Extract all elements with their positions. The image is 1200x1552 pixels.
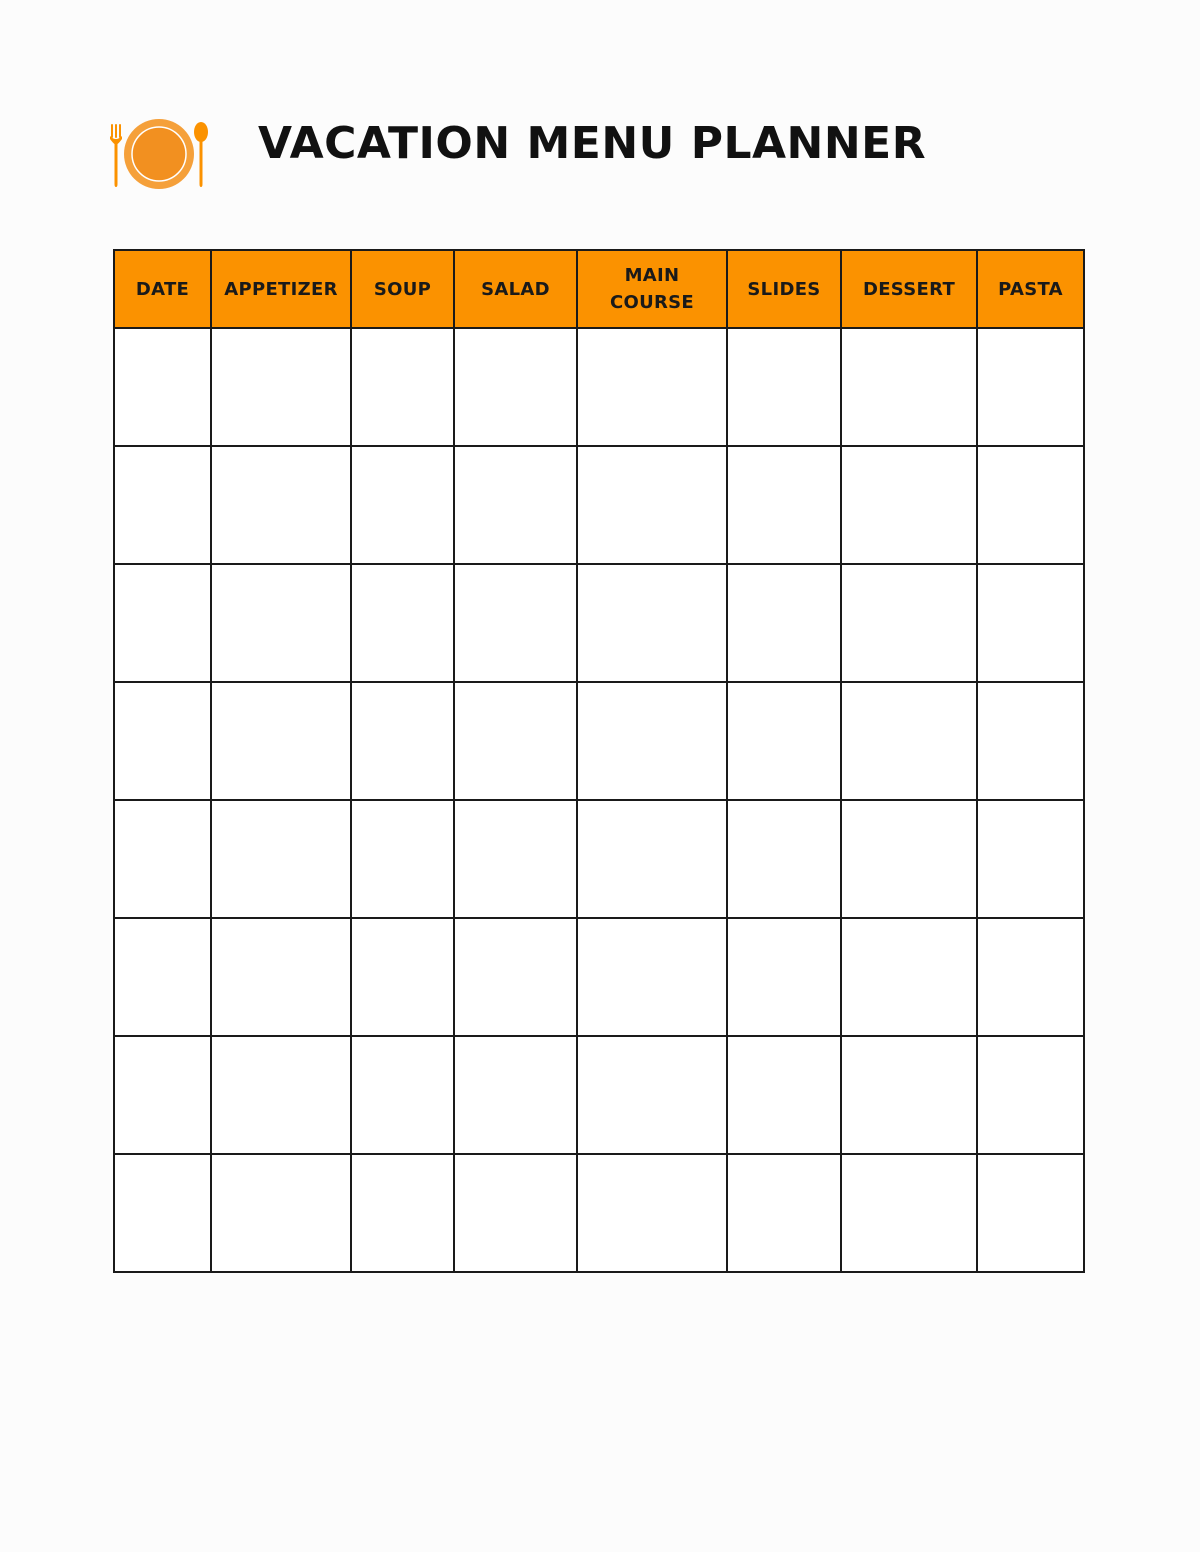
cell-date[interactable]	[114, 446, 211, 564]
cell-slides[interactable]	[727, 1154, 841, 1272]
cell-salad[interactable]	[454, 328, 577, 446]
cell-slides[interactable]	[727, 918, 841, 1036]
cell-appetizer[interactable]	[211, 564, 351, 682]
cell-pasta[interactable]	[977, 446, 1084, 564]
table-row	[114, 1036, 1084, 1154]
cell-appetizer[interactable]	[211, 918, 351, 1036]
column-header-salad: SALAD	[454, 250, 577, 328]
cell-pasta[interactable]	[977, 682, 1084, 800]
cell-appetizer[interactable]	[211, 1036, 351, 1154]
cell-soup[interactable]	[351, 564, 454, 682]
cell-salad[interactable]	[454, 800, 577, 918]
cell-pasta[interactable]	[977, 800, 1084, 918]
column-header-date: DATE	[114, 250, 211, 328]
cell-pasta[interactable]	[977, 1154, 1084, 1272]
cell-pasta[interactable]	[977, 328, 1084, 446]
column-header-soup: SOUP	[351, 250, 454, 328]
cell-salad[interactable]	[454, 918, 577, 1036]
cell-date[interactable]	[114, 328, 211, 446]
cell-date[interactable]	[114, 682, 211, 800]
cell-dessert[interactable]	[841, 1036, 977, 1154]
cell-appetizer[interactable]	[211, 446, 351, 564]
cell-salad[interactable]	[454, 564, 577, 682]
cell-pasta[interactable]	[977, 1036, 1084, 1154]
column-header-pasta: PASTA	[977, 250, 1084, 328]
cell-soup[interactable]	[351, 918, 454, 1036]
cell-slides[interactable]	[727, 800, 841, 918]
cell-slides[interactable]	[727, 564, 841, 682]
cell-dessert[interactable]	[841, 1154, 977, 1272]
cell-dessert[interactable]	[841, 918, 977, 1036]
cell-salad[interactable]	[454, 682, 577, 800]
cell-slides[interactable]	[727, 682, 841, 800]
cell-slides[interactable]	[727, 446, 841, 564]
header-row	[114, 250, 1084, 328]
column-header-main-course: MAIN COURSE	[577, 250, 727, 328]
table-row	[114, 918, 1084, 1036]
cell-soup[interactable]	[351, 800, 454, 918]
cell-date[interactable]	[114, 1036, 211, 1154]
cell-appetizer[interactable]	[211, 328, 351, 446]
cell-soup[interactable]	[351, 446, 454, 564]
cell-dessert[interactable]	[841, 564, 977, 682]
column-header-slides: SLIDES	[727, 250, 841, 328]
cell-main-course[interactable]	[577, 918, 727, 1036]
cell-soup[interactable]	[351, 1036, 454, 1154]
table-row	[114, 800, 1084, 918]
cell-date[interactable]	[114, 1154, 211, 1272]
cell-dessert[interactable]	[841, 446, 977, 564]
cell-date[interactable]	[114, 800, 211, 918]
cell-salad[interactable]	[454, 1036, 577, 1154]
page-title: VACATION MENU PLANNER	[258, 118, 927, 169]
table-row	[114, 682, 1084, 800]
cell-dessert[interactable]	[841, 800, 977, 918]
cell-main-course[interactable]	[577, 1154, 727, 1272]
plate-fork-spoon-icon	[106, 118, 212, 190]
table-row	[114, 446, 1084, 564]
cell-salad[interactable]	[454, 446, 577, 564]
table-row	[114, 328, 1084, 446]
cell-date[interactable]	[114, 564, 211, 682]
cell-appetizer[interactable]	[211, 682, 351, 800]
table-row	[114, 1154, 1084, 1272]
cell-slides[interactable]	[727, 1036, 841, 1154]
cell-soup[interactable]	[351, 1154, 454, 1272]
cell-main-course[interactable]	[577, 564, 727, 682]
cell-slides[interactable]	[727, 328, 841, 446]
cell-main-course[interactable]	[577, 1036, 727, 1154]
cell-dessert[interactable]	[841, 682, 977, 800]
cell-salad[interactable]	[454, 1154, 577, 1272]
cell-main-course[interactable]	[577, 682, 727, 800]
column-header-dessert: DESSERT	[841, 250, 977, 328]
cell-dessert[interactable]	[841, 328, 977, 446]
table-row	[114, 564, 1084, 682]
cell-soup[interactable]	[351, 682, 454, 800]
cell-soup[interactable]	[351, 328, 454, 446]
cell-date[interactable]	[114, 918, 211, 1036]
cell-pasta[interactable]	[977, 918, 1084, 1036]
cell-main-course[interactable]	[577, 328, 727, 446]
cell-pasta[interactable]	[977, 564, 1084, 682]
cell-main-course[interactable]	[577, 446, 727, 564]
menu-planner-table	[113, 249, 1085, 1273]
cell-appetizer[interactable]	[211, 1154, 351, 1272]
column-header-appetizer: APPETIZER	[211, 250, 351, 328]
cell-appetizer[interactable]	[211, 800, 351, 918]
cell-main-course[interactable]	[577, 800, 727, 918]
